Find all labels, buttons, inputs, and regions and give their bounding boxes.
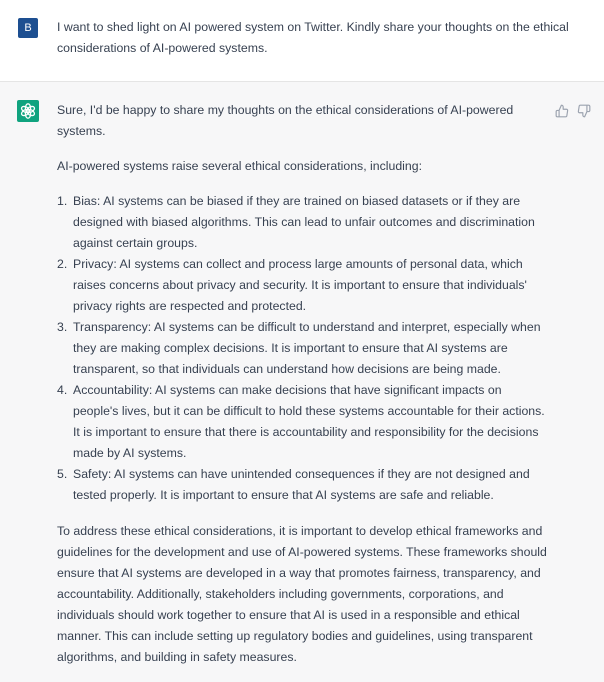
list-item-number: 3. xyxy=(57,320,68,334)
assistant-intro: Sure, I'd be happy to share my thoughts on the ethical considerations of AI-powered systems. xyxy=(57,103,514,138)
thumbs-down-icon[interactable] xyxy=(577,104,591,118)
user-message xyxy=(0,0,604,82)
list-item-number: 1. xyxy=(57,194,68,208)
list-item-text: Safety: AI systems can have unintended consequences if they are not designed and tested properly. It is important to ensure that AI systems are safe and reliable. xyxy=(73,467,530,502)
assistant-lead: AI-powered systems raise several ethical considerations, including: xyxy=(57,159,422,173)
list-item-number: 4. xyxy=(57,383,68,397)
user-message-text: I want to shed light on AI powered system on Twitter. Kindly share your thoughts on the ethical considerations of AI-powered systems. xyxy=(57,20,569,55)
assistant-message xyxy=(0,82,604,682)
list-item-number: 5. xyxy=(57,467,68,481)
list-item-number: 2. xyxy=(57,257,68,271)
openai-logo-icon xyxy=(17,100,39,122)
list-item xyxy=(57,191,549,254)
list-item xyxy=(57,317,549,380)
list-item-text: Transparency: AI systems can be difficult to understand and interpret, especially when they are making complex decisions. It is important to ensure that AI systems are transparent, so that individuals can understand how decisions are being made. xyxy=(73,320,541,376)
assistant-conclusion: To address these ethical considerations, it is important to develop ethical frameworks and guidelines for the development and use of AI-powered systems. These frameworks should ensure that AI systems are developed in a way that promotes fairness, transparency, and accountability. Additionally, stakeholders including governments, corporations, and individuals should work together to ensure that AI is used in a responsible and ethical manner. This can include setting up regulatory bodies and guidelines, using transparent algorithms, and building in safety measures. xyxy=(57,524,547,664)
list-item-text: Bias: AI systems can be biased if they are trained on biased datasets or if they are designed with biased algorithms. This can lead to unfair outcomes and discrimination against certain groups. xyxy=(73,194,535,250)
list-item-text: Accountability: AI systems can make decisions that have significant impacts on people's lives, but it can be difficult to hold these systems accountable for their actions. It is important to ensure that there is accountability and responsibility for the decisions made by AI systems. xyxy=(73,383,545,460)
list-item-text: Privacy: AI systems can collect and process large amounts of personal data, which raises concerns about privacy and security. It is important to ensure that individuals' privacy rights are respected and protected. xyxy=(73,257,527,313)
considerations-list xyxy=(57,191,549,506)
assistant-message-content xyxy=(57,100,549,668)
list-item xyxy=(57,464,549,506)
user-avatar: B xyxy=(18,18,38,38)
list-item xyxy=(57,254,549,317)
thumbs-up-icon[interactable] xyxy=(555,104,569,118)
list-item xyxy=(57,380,549,464)
